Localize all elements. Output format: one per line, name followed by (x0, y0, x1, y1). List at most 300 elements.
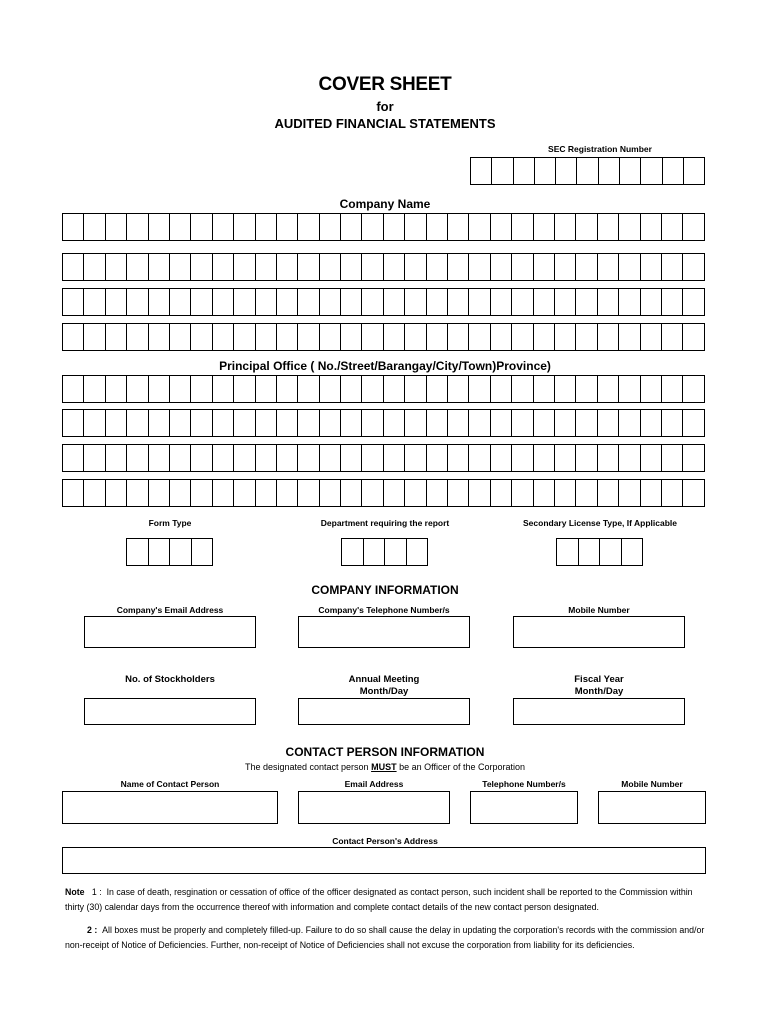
principal-office-row-3[interactable] (62, 444, 705, 472)
grid-cell[interactable] (341, 444, 362, 472)
grid-cell[interactable] (191, 444, 212, 472)
grid-cell[interactable] (662, 409, 683, 437)
grid-cell[interactable] (341, 253, 362, 281)
grid-cell[interactable] (683, 409, 704, 437)
grid-cell[interactable] (555, 409, 576, 437)
grid-cell[interactable] (576, 409, 597, 437)
grid-cell[interactable] (512, 444, 533, 472)
company-name-row-3[interactable] (62, 288, 705, 316)
grid-cell[interactable] (619, 444, 640, 472)
grid-cell[interactable] (234, 409, 255, 437)
grid-cell[interactable] (469, 253, 490, 281)
company-name-label: Company Name (339, 197, 431, 211)
page-title: COVER SHEET (318, 74, 452, 95)
grid-cell[interactable] (427, 323, 448, 351)
grid-cell[interactable] (362, 323, 383, 351)
grid-cell[interactable] (427, 288, 448, 316)
grid-cell[interactable] (106, 323, 127, 351)
note-1-text: In case of death, resgination or cessation of office of the officer designated as contact person, such incident shall be reported to the Commission within thirty (30) calendar days from the occurrence thereof with information and complete contact details of the new contact person designated. (65, 887, 693, 912)
grid-cell[interactable] (320, 213, 341, 241)
grid-cell[interactable] (149, 409, 170, 437)
grid-cell[interactable] (341, 288, 362, 316)
grid-cell[interactable] (469, 323, 490, 351)
grid-cell[interactable] (170, 409, 191, 437)
grid-cell[interactable] (576, 479, 597, 507)
grid-cell[interactable] (555, 253, 576, 281)
contact-email-field[interactable] (298, 791, 450, 824)
grid-cell[interactable] (234, 444, 255, 472)
grid-cell[interactable] (384, 253, 405, 281)
grid-cell[interactable] (320, 323, 341, 351)
principal-office-row-4[interactable] (62, 479, 705, 507)
grid-cell[interactable] (192, 538, 214, 566)
grid-cell[interactable] (427, 213, 448, 241)
grid-cell[interactable] (149, 538, 171, 566)
grid-cell[interactable] (448, 288, 469, 316)
grid-cell[interactable] (405, 444, 426, 472)
grid-cell[interactable] (555, 213, 576, 241)
grid-cell[interactable] (298, 375, 319, 403)
grid-cell[interactable] (662, 375, 683, 403)
grid-cell[interactable] (213, 375, 234, 403)
grid-cell[interactable] (362, 375, 383, 403)
company-mobile-field[interactable] (513, 616, 685, 648)
grid-cell[interactable] (534, 444, 555, 472)
grid-cell[interactable] (277, 213, 298, 241)
grid-cell[interactable] (191, 213, 212, 241)
grid-cell[interactable] (556, 157, 577, 185)
grid-cell[interactable] (384, 409, 405, 437)
grid-cell[interactable] (384, 213, 405, 241)
grid-cell[interactable] (427, 409, 448, 437)
grid-cell[interactable] (619, 323, 640, 351)
contact-phone-field[interactable] (470, 791, 578, 824)
grid-cell[interactable] (641, 288, 662, 316)
grid-cell[interactable] (534, 323, 555, 351)
grid-cell[interactable] (84, 213, 105, 241)
grid-cell[interactable] (127, 253, 148, 281)
grid-cell[interactable] (63, 444, 84, 472)
grid-cell[interactable] (663, 157, 684, 185)
grid-cell[interactable] (277, 375, 298, 403)
grid-cell[interactable] (256, 479, 277, 507)
grid-cell[interactable] (619, 213, 640, 241)
grid-cell[interactable] (405, 375, 426, 403)
grid-cell[interactable] (277, 323, 298, 351)
grid-cell[interactable] (170, 253, 191, 281)
grid-cell[interactable] (170, 323, 191, 351)
grid-cell[interactable] (106, 444, 127, 472)
stockholders-field[interactable] (84, 698, 256, 725)
grid-cell[interactable] (448, 409, 469, 437)
note-2 (65, 923, 705, 953)
grid-cell[interactable] (534, 375, 555, 403)
grid-cell[interactable] (384, 323, 405, 351)
grid-cell[interactable] (512, 288, 533, 316)
grid-cell[interactable] (63, 213, 84, 241)
grid-cell[interactable] (213, 444, 234, 472)
grid-cell[interactable] (514, 157, 535, 185)
secondary-license-grid[interactable] (556, 538, 643, 566)
grid-cell[interactable] (84, 444, 105, 472)
grid-cell[interactable] (191, 253, 212, 281)
grid-cell[interactable] (384, 375, 405, 403)
grid-cell[interactable] (491, 213, 512, 241)
contact-name-field[interactable] (62, 791, 278, 824)
grid-cell[interactable] (576, 213, 597, 241)
grid-cell[interactable] (298, 253, 319, 281)
grid-cell[interactable] (277, 288, 298, 316)
grid-cell[interactable] (63, 375, 84, 403)
grid-cell[interactable] (149, 323, 170, 351)
grid-cell[interactable] (234, 253, 255, 281)
company-name-row-2[interactable] (62, 253, 705, 281)
grid-cell[interactable] (341, 479, 362, 507)
grid-cell[interactable] (298, 323, 319, 351)
grid-cell[interactable] (170, 288, 191, 316)
grid-cell[interactable] (641, 157, 662, 185)
grid-cell[interactable] (512, 375, 533, 403)
sec-registration-grid[interactable] (470, 157, 705, 185)
grid-cell[interactable] (170, 375, 191, 403)
grid-cell[interactable] (63, 323, 84, 351)
grid-cell[interactable] (491, 288, 512, 316)
grid-cell[interactable] (491, 323, 512, 351)
grid-cell[interactable] (576, 288, 597, 316)
grid-cell[interactable] (448, 253, 469, 281)
grid-cell[interactable] (127, 538, 149, 566)
grid-cell[interactable] (341, 323, 362, 351)
grid-cell[interactable] (256, 444, 277, 472)
grid-cell[interactable] (535, 157, 556, 185)
grid-cell[interactable] (405, 409, 426, 437)
annual-meeting-field[interactable] (298, 698, 470, 725)
grid-cell[interactable] (491, 479, 512, 507)
grid-cell[interactable] (620, 157, 641, 185)
grid-cell[interactable] (512, 253, 533, 281)
grid-cell[interactable] (385, 538, 407, 566)
grid-cell[interactable] (641, 253, 662, 281)
principal-office-row-2[interactable] (62, 409, 705, 437)
grid-cell[interactable] (405, 323, 426, 351)
grid-cell[interactable] (256, 253, 277, 281)
grid-cell[interactable] (341, 409, 362, 437)
grid-cell[interactable] (662, 479, 683, 507)
department-grid[interactable] (341, 538, 428, 566)
grid-cell[interactable] (234, 288, 255, 316)
grid-cell[interactable] (683, 375, 704, 403)
contact-desc-must: MUST (371, 762, 397, 772)
grid-cell[interactable] (149, 213, 170, 241)
grid-cell[interactable] (191, 375, 212, 403)
grid-cell[interactable] (576, 323, 597, 351)
page-subtitle: AUDITED FINANCIAL STATEMENTS (274, 116, 496, 131)
grid-cell[interactable] (512, 409, 533, 437)
grid-cell[interactable] (598, 444, 619, 472)
grid-cell[interactable] (277, 253, 298, 281)
grid-cell[interactable] (427, 444, 448, 472)
grid-cell[interactable] (619, 479, 640, 507)
grid-cell[interactable] (555, 444, 576, 472)
grid-cell[interactable] (619, 288, 640, 316)
grid-cell[interactable] (213, 479, 234, 507)
grid-cell[interactable] (320, 375, 341, 403)
grid-cell[interactable] (579, 538, 601, 566)
grid-cell[interactable] (256, 409, 277, 437)
grid-cell[interactable] (362, 213, 383, 241)
grid-cell[interactable] (191, 288, 212, 316)
grid-cell[interactable] (448, 323, 469, 351)
grid-cell[interactable] (191, 479, 212, 507)
grid-cell[interactable] (622, 538, 644, 566)
grid-cell[interactable] (84, 375, 105, 403)
grid-cell[interactable] (683, 323, 704, 351)
grid-cell[interactable] (127, 444, 148, 472)
grid-cell[interactable] (641, 444, 662, 472)
grid-cell[interactable] (469, 375, 490, 403)
grid-cell[interactable] (127, 323, 148, 351)
grid-cell[interactable] (469, 444, 490, 472)
grid-cell[interactable] (662, 213, 683, 241)
grid-cell[interactable] (127, 409, 148, 437)
grid-cell[interactable] (512, 479, 533, 507)
grid-cell[interactable] (512, 213, 533, 241)
grid-cell[interactable] (598, 479, 619, 507)
grid-cell[interactable] (106, 213, 127, 241)
contact-address-label: Contact Person's Address (332, 836, 438, 846)
grid-cell[interactable] (320, 479, 341, 507)
grid-cell[interactable] (63, 409, 84, 437)
grid-cell[interactable] (234, 479, 255, 507)
grid-cell[interactable] (191, 323, 212, 351)
grid-cell[interactable] (106, 409, 127, 437)
grid-cell[interactable] (405, 253, 426, 281)
grid-cell[interactable] (256, 213, 277, 241)
grid-cell[interactable] (256, 323, 277, 351)
grid-cell[interactable] (641, 479, 662, 507)
grid-cell[interactable] (213, 213, 234, 241)
grid-cell[interactable] (534, 409, 555, 437)
contact-person-description (0, 762, 770, 772)
grid-cell[interactable] (427, 479, 448, 507)
grid-cell[interactable] (320, 409, 341, 437)
grid-cell[interactable] (662, 253, 683, 281)
grid-cell[interactable] (364, 538, 386, 566)
grid-cell[interactable] (577, 157, 598, 185)
grid-cell[interactable] (213, 409, 234, 437)
grid-cell[interactable] (256, 375, 277, 403)
grid-cell[interactable] (191, 409, 212, 437)
grid-cell[interactable] (469, 409, 490, 437)
grid-cell[interactable] (576, 375, 597, 403)
grid-cell[interactable] (127, 479, 148, 507)
grid-cell[interactable] (683, 288, 704, 316)
grid-cell[interactable] (405, 213, 426, 241)
grid-cell[interactable] (598, 213, 619, 241)
grid-cell[interactable] (683, 213, 704, 241)
grid-cell[interactable] (662, 444, 683, 472)
grid-cell[interactable] (84, 323, 105, 351)
grid-cell[interactable] (384, 444, 405, 472)
grid-cell[interactable] (471, 157, 492, 185)
sec-registration-label: SEC Registration Number (548, 144, 652, 154)
grid-cell[interactable] (619, 375, 640, 403)
grid-cell[interactable] (127, 375, 148, 403)
fiscal-year-sublabel: Month/Day (574, 686, 624, 697)
grid-cell[interactable] (149, 479, 170, 507)
grid-cell[interactable] (641, 375, 662, 403)
grid-cell[interactable] (320, 253, 341, 281)
grid-cell[interactable] (149, 375, 170, 403)
grid-cell[interactable] (491, 375, 512, 403)
grid-cell[interactable] (598, 253, 619, 281)
grid-cell[interactable] (170, 479, 191, 507)
grid-cell[interactable] (598, 288, 619, 316)
grid-cell[interactable] (448, 444, 469, 472)
grid-cell[interactable] (341, 375, 362, 403)
grid-cell[interactable] (619, 253, 640, 281)
grid-cell[interactable] (619, 409, 640, 437)
grid-cell[interactable] (106, 253, 127, 281)
grid-cell[interactable] (492, 157, 513, 185)
grid-cell[interactable] (491, 444, 512, 472)
grid-cell[interactable] (234, 375, 255, 403)
fiscal-year-field[interactable] (513, 698, 685, 725)
grid-cell[interactable] (448, 213, 469, 241)
grid-cell[interactable] (149, 253, 170, 281)
grid-cell[interactable] (298, 213, 319, 241)
note-1 (65, 885, 705, 915)
grid-cell[interactable] (234, 323, 255, 351)
grid-cell[interactable] (512, 323, 533, 351)
grid-cell[interactable] (683, 253, 704, 281)
grid-cell[interactable] (320, 288, 341, 316)
grid-cell[interactable] (555, 323, 576, 351)
grid-cell[interactable] (598, 375, 619, 403)
grid-cell[interactable] (407, 538, 429, 566)
grid-cell[interactable] (106, 479, 127, 507)
principal-office-row-1[interactable] (62, 375, 705, 403)
grid-cell[interactable] (555, 479, 576, 507)
note-1-number: 1 : (91, 887, 102, 897)
grid-cell[interactable] (600, 538, 622, 566)
grid-cell[interactable] (127, 288, 148, 316)
grid-cell[interactable] (362, 253, 383, 281)
grid-cell[interactable] (149, 288, 170, 316)
grid-cell[interactable] (405, 288, 426, 316)
grid-cell[interactable] (84, 253, 105, 281)
company-name-row-1[interactable] (62, 213, 705, 241)
grid-cell[interactable] (469, 479, 490, 507)
grid-cell[interactable] (599, 157, 620, 185)
grid-cell[interactable] (384, 288, 405, 316)
grid-cell[interactable] (213, 253, 234, 281)
grid-cell[interactable] (170, 444, 191, 472)
form-type-grid[interactable] (126, 538, 213, 566)
grid-cell[interactable] (576, 253, 597, 281)
grid-cell[interactable] (298, 288, 319, 316)
grid-cell[interactable] (534, 253, 555, 281)
grid-cell[interactable] (684, 157, 705, 185)
grid-cell[interactable] (213, 288, 234, 316)
note-2-text: All boxes must be properly and completely filled-up. Failure to do so shall cause the delay in updating the corporation's records with the commission and/or non-receipt of Notice of Deficiencies. Further, non-receipt of Notice of Deficiencies shall not excuse the corporation from liability for its deficiencies. (65, 925, 705, 950)
company-email-field[interactable] (84, 616, 256, 648)
grid-cell[interactable] (277, 409, 298, 437)
grid-cell[interactable] (555, 288, 576, 316)
contact-mobile-field[interactable] (598, 791, 706, 824)
grid-cell[interactable] (63, 288, 84, 316)
grid-cell[interactable] (277, 444, 298, 472)
grid-cell[interactable] (683, 479, 704, 507)
grid-cell[interactable] (362, 288, 383, 316)
grid-cell[interactable] (598, 409, 619, 437)
grid-cell[interactable] (256, 288, 277, 316)
grid-cell[interactable] (534, 213, 555, 241)
grid-cell[interactable] (469, 288, 490, 316)
grid-cell[interactable] (555, 375, 576, 403)
grid-cell[interactable] (448, 375, 469, 403)
grid-cell[interactable] (298, 479, 319, 507)
grid-cell[interactable] (469, 213, 490, 241)
grid-cell[interactable] (170, 538, 192, 566)
grid-cell[interactable] (84, 288, 105, 316)
grid-cell[interactable] (298, 444, 319, 472)
grid-cell[interactable] (448, 479, 469, 507)
grid-cell[interactable] (576, 444, 597, 472)
grid-cell[interactable] (557, 538, 579, 566)
grid-cell[interactable] (683, 444, 704, 472)
grid-cell[interactable] (341, 213, 362, 241)
grid-cell[interactable] (127, 213, 148, 241)
grid-cell[interactable] (662, 288, 683, 316)
grid-cell[interactable] (234, 213, 255, 241)
grid-cell[interactable] (427, 375, 448, 403)
grid-cell[interactable] (641, 213, 662, 241)
grid-cell[interactable] (427, 253, 448, 281)
grid-cell[interactable] (534, 288, 555, 316)
grid-cell[interactable] (362, 479, 383, 507)
grid-cell[interactable] (491, 409, 512, 437)
contact-email-label: Email Address (344, 779, 404, 789)
grid-cell[interactable] (534, 479, 555, 507)
contact-address-field[interactable] (62, 847, 706, 874)
grid-cell[interactable] (641, 323, 662, 351)
grid-cell[interactable] (384, 479, 405, 507)
grid-cell[interactable] (491, 253, 512, 281)
grid-cell[interactable] (598, 323, 619, 351)
grid-cell[interactable] (106, 375, 127, 403)
grid-cell[interactable] (63, 479, 84, 507)
grid-cell[interactable] (362, 409, 383, 437)
grid-cell[interactable] (342, 538, 364, 566)
grid-cell[interactable] (405, 479, 426, 507)
grid-cell[interactable] (106, 288, 127, 316)
grid-cell[interactable] (170, 213, 191, 241)
grid-cell[interactable] (277, 479, 298, 507)
company-phone-field[interactable] (298, 616, 470, 648)
grid-cell[interactable] (662, 323, 683, 351)
grid-cell[interactable] (213, 323, 234, 351)
company-name-row-4[interactable] (62, 323, 705, 351)
grid-cell[interactable] (362, 444, 383, 472)
grid-cell[interactable] (84, 479, 105, 507)
grid-cell[interactable] (149, 444, 170, 472)
grid-cell[interactable] (641, 409, 662, 437)
grid-cell[interactable] (320, 444, 341, 472)
grid-cell[interactable] (63, 253, 84, 281)
grid-cell[interactable] (298, 409, 319, 437)
grid-cell[interactable] (84, 409, 105, 437)
